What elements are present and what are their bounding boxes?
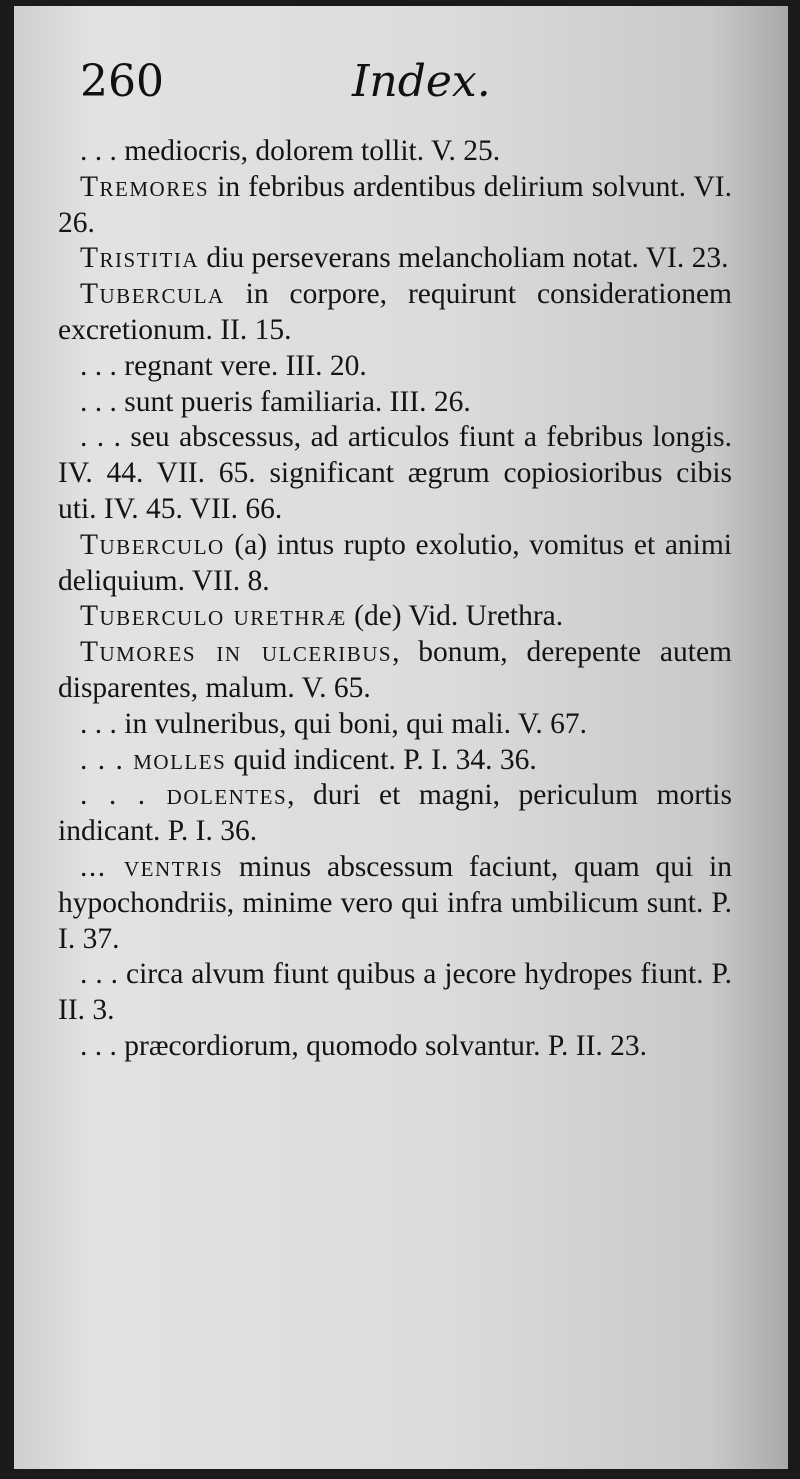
index-entry bbox=[58, 635, 732, 707]
index-entry bbox=[58, 957, 732, 1029]
entry-text: diu perseverans melancholiam notat. VI. 23. bbox=[199, 242, 729, 275]
entry-heading: Tumores in ulceribus bbox=[80, 636, 393, 669]
index-entry bbox=[58, 349, 732, 385]
entry-heading: Tubercula bbox=[80, 278, 225, 311]
index-entry bbox=[58, 778, 732, 850]
entry-text: , bonum, derepente autem disparentes, malum. V. 65. bbox=[58, 636, 733, 704]
entry-heading: . . . dolentes bbox=[80, 779, 288, 812]
index-entry bbox=[58, 599, 732, 635]
entry-text: in corpore, requirunt considerationem excretionum. II. 15. bbox=[58, 278, 732, 346]
page-header bbox=[80, 56, 720, 126]
index-entry bbox=[58, 277, 732, 349]
index-entry bbox=[58, 1029, 732, 1065]
entry-heading: Tremores bbox=[80, 170, 210, 203]
index-entry bbox=[58, 420, 732, 527]
entry-heading: Tuberculo bbox=[80, 528, 225, 561]
book-page bbox=[14, 6, 788, 1469]
entry-text: . . . in vulneribus, qui boni, qui mali. V. 67. bbox=[80, 707, 587, 740]
entry-text: (de) Vid. Urethra. bbox=[346, 600, 564, 633]
entry-text: . . . circa alvum fiunt quibus a jecore hydropes fiunt. P. II. 3. bbox=[58, 958, 732, 1027]
index-entry bbox=[58, 743, 732, 779]
entry-heading: ... ventris bbox=[80, 850, 224, 883]
index-entry bbox=[58, 385, 732, 421]
index-entries bbox=[58, 134, 732, 1065]
index-entry bbox=[58, 241, 732, 277]
entry-text: , duri et magni, periculum mortis indicant. P. I. 36. bbox=[58, 779, 732, 848]
entry-text: . . . præcordiorum, quomodo solvantur. P. II. 23. bbox=[80, 1029, 648, 1062]
entry-text: . . . mediocris, dolorem tollit. V. 25. bbox=[80, 135, 501, 167]
entry-text: minus abscessum faciunt, quam qui in hypochondriis, minime vero qui infra umbilicum sunt. P. I. 37. bbox=[58, 850, 733, 955]
page-number: 260 bbox=[80, 56, 164, 107]
running-head: Index. bbox=[352, 56, 491, 107]
index-entry bbox=[58, 134, 732, 170]
entry-heading: Tristitia bbox=[80, 242, 200, 275]
index-entry bbox=[58, 528, 732, 600]
entry-text: in febribus ardentibus delirium solvunt. VI. 26. bbox=[58, 170, 732, 239]
entry-text: . . . sunt pueris familiaria. III. 26. bbox=[80, 385, 471, 418]
entry-text: . . . regnant vere. III. 20. bbox=[80, 349, 367, 382]
entry-text: quid indicent. P. I. 34. 36. bbox=[226, 743, 537, 776]
index-entry bbox=[58, 170, 732, 242]
entry-text: (a) intus rupto exolutio, vomitus et animi deliquium. VII. 8. bbox=[58, 528, 732, 597]
entry-heading: Tuberculo urethræ bbox=[80, 600, 347, 633]
entry-text: . . . seu abscessus, ad articulos fiunt a febribus longis. IV. 44. VII. 65. significant ægrum copiosioribus cibis uti. IV. 45. VII. 66. bbox=[58, 421, 732, 525]
index-entry bbox=[58, 850, 732, 957]
index-entry bbox=[58, 707, 732, 743]
entry-heading: . . . molles bbox=[80, 743, 227, 776]
